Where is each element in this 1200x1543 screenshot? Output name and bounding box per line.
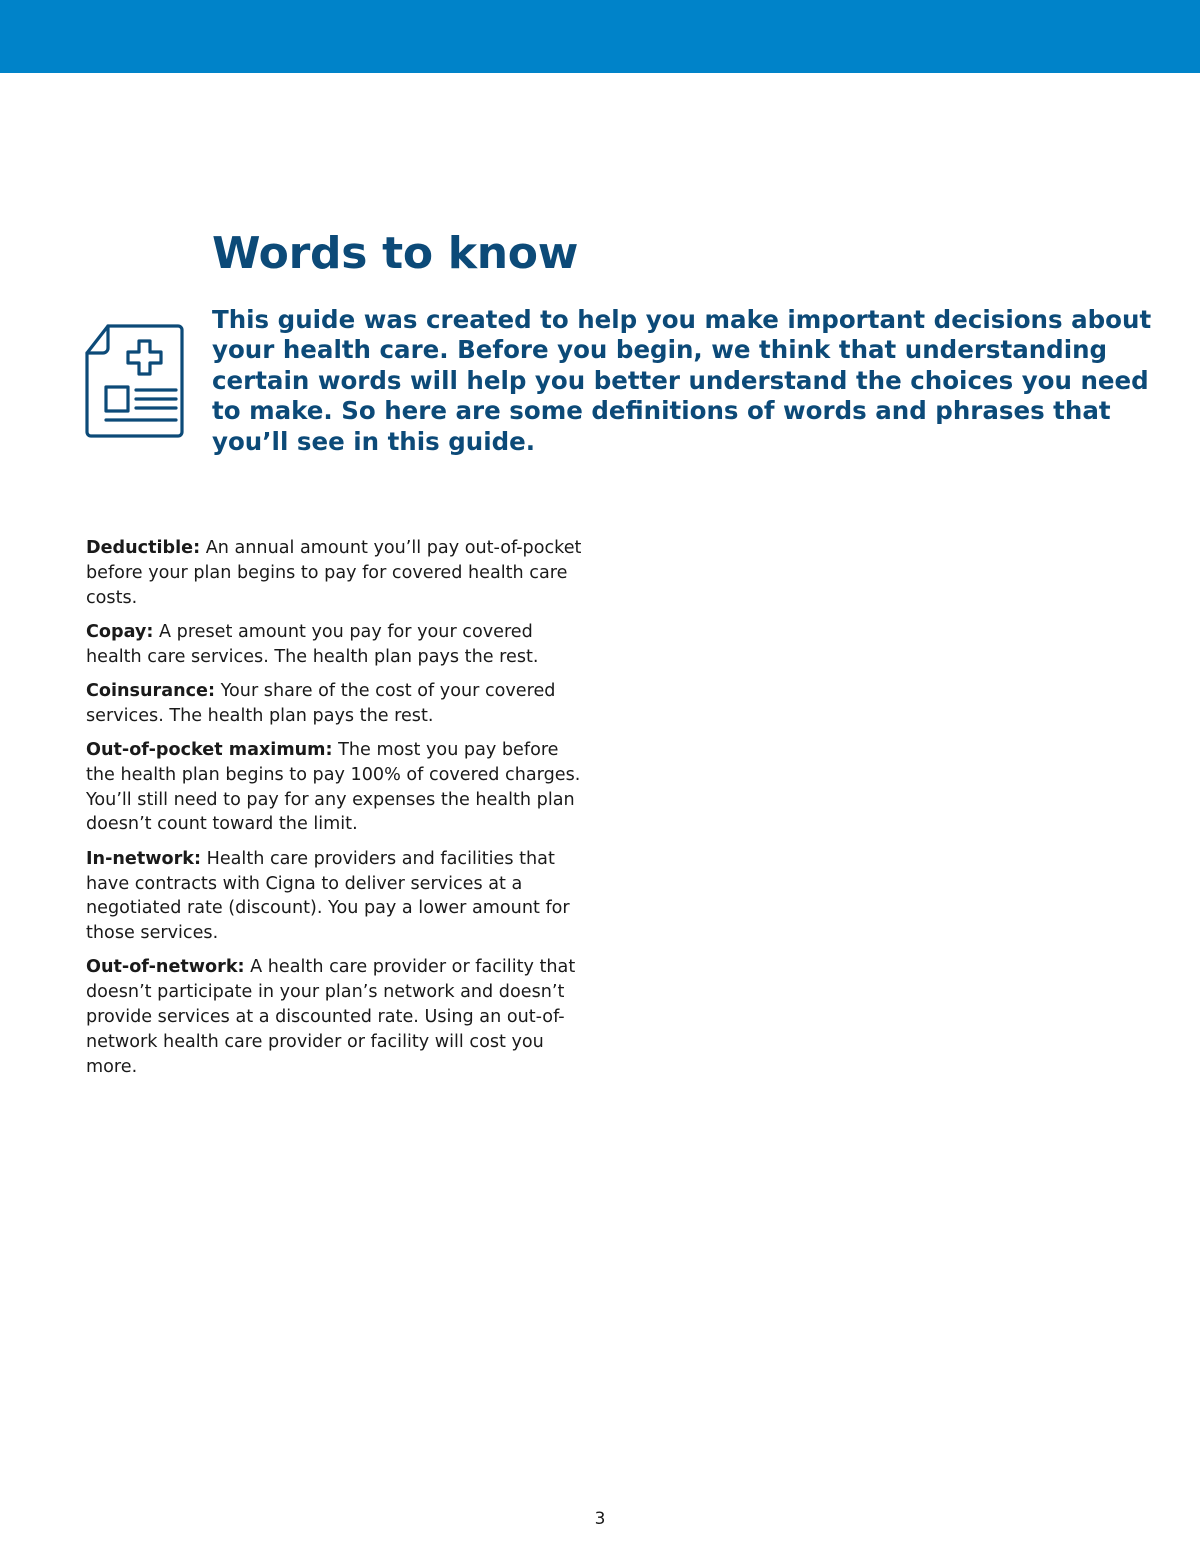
header-band: [0, 0, 1200, 73]
term-name: Out-of-network:: [86, 957, 245, 978]
term-definition: A preset amount you pay for your covered health care services. The health plan pays the rest.: [86, 621, 539, 667]
term-name: Out-of-pocket maximum:: [86, 740, 333, 761]
term-name: Coinsurance:: [86, 680, 216, 701]
glossary-item-copay: [86, 620, 586, 670]
intro-paragraph: This guide was created to help you make important decisions about your health care. Before you begin, we think that understanding certain words will help you better understand the choices you need to make. So here are some definitions of words and phrases that you’ll see in this guide.: [212, 305, 1152, 456]
glossary-item-out-of-network: [86, 955, 586, 1079]
term-definition: An annual amount you’ll pay out-of-pocket before your plan begins to pay for covered health care costs.: [86, 538, 582, 608]
term-name: Deductible:: [86, 538, 201, 558]
page-number: 3: [594, 1509, 606, 1529]
page-title: Words to know: [212, 228, 579, 279]
term-definition: The most you pay before the health plan begins to pay 100% of covered charges. You’ll still need to pay for any expenses the health plan doesn’t count toward the limit.: [86, 740, 581, 835]
term-name: Copay:: [86, 621, 154, 642]
term-name: In-network:: [86, 848, 201, 869]
glossary-item-out-of-pocket-maximum: [86, 738, 586, 837]
term-definition: A health care provider or facility that doesn’t participate in your plan’s network and doesn’t provide services at a discounted rate. Using an out-of-network health care provider or facility will cost you more.: [86, 957, 576, 1077]
term-definition: Your share of the cost of your covered services. The health plan pays the rest.: [86, 680, 556, 726]
glossary-item-coinsurance: [86, 679, 586, 729]
glossary-item-deductible: [86, 536, 586, 610]
glossary-item-in-network: [86, 847, 586, 946]
term-definition: Health care providers and facilities that have contracts with Cigna to deliver services at a negotiated rate (discount). You pay a lower amount for those services.: [86, 848, 570, 944]
glossary-list: [86, 536, 586, 1089]
medical-document-icon: [84, 323, 186, 439]
